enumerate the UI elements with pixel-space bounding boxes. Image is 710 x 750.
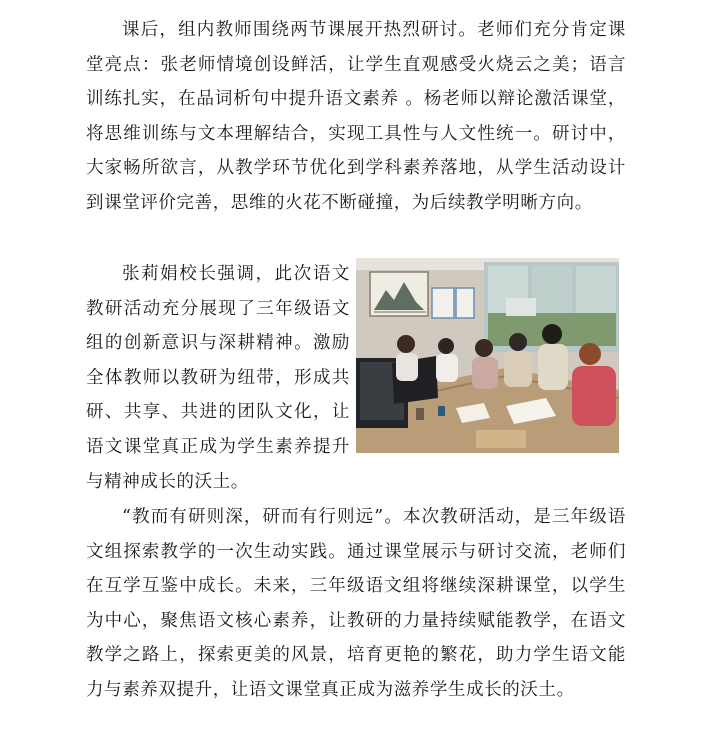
teachers-meeting-photo xyxy=(356,258,619,453)
article-paragraph-2: 张莉娟校长强调，此次语文教研活动充分展现了三年级语文组的创新意识与深耕精神。激励全体教师以教研为纽带，形成共研、共享、共进的团队文化，让语文课堂真正成为学生素养提升与精神成长的沃土。 xyxy=(86,264,350,492)
article-paragraph-1: 课后，组内教师围绕两节课展开热烈研讨。老师们充分肯定课堂亮点：张老师情境创设鲜活，让学生直观感受火烧云之美；语言训练扎实，在品词析句中提升语文素养 。杨老师以辩论激活课堂，将思维训练与文本理解结合，实现工具性与人文性统一。研讨中，大家畅所欲言，从教学环节优化到学科素养落地，从学生活动设计到课堂评价完善，思维的火花不断碰撞，为后续教学明晰方向。 xyxy=(86,20,626,213)
article-paragraph-3: “教而有研则深，研而有行则远”。本次教研活动，是三年级语文组探索教学的一次生动实践。通过课堂展示与研讨交流，老师们在互学互鉴中成长。未来，三年级语文组将继续深耕课堂，以学生为中心，聚焦语文核心素养，让教研的力量持续赋能教学，在语文教学之路上，探索更美的风景，培育更艳的繁花，助力学生语文能力与素养双提升，让语文课堂真正成为滋养学生成长的沃土。 xyxy=(86,507,626,700)
